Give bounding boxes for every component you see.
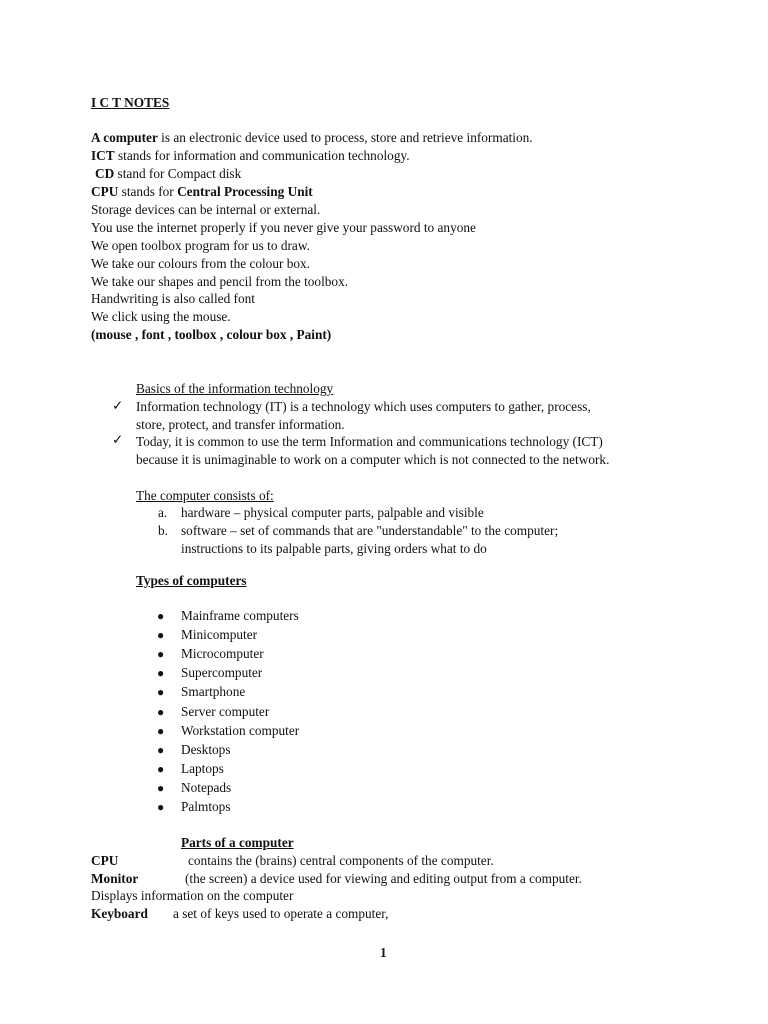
intro-shapes-line: We take our shapes and pencil from the toolbox.	[91, 274, 349, 289]
parts-cpu-term: CPU	[91, 853, 119, 868]
bullet-icon: ●	[157, 628, 165, 642]
parts-monitor-term: Monitor	[91, 871, 139, 886]
term-ict: ICT	[91, 148, 115, 163]
list-item: Microcomputer	[181, 646, 264, 661]
intro-storage-line: Storage devices can be internal or external.	[91, 202, 321, 217]
basics-item1-line1: Information technology (IT) is a technology which uses computers to gather, process,	[136, 399, 591, 414]
def-computer: is an electronic device used to process, store and retrieve information.	[157, 130, 533, 145]
term-computer: A computer	[91, 130, 158, 145]
parts-keyboard-term: Keyboard	[91, 906, 148, 921]
intro-colours-line: We take our colours from the colour box.	[91, 256, 311, 271]
intro-computer-line	[91, 129, 533, 147]
parts-monitor-def: (the screen) a device used for viewing and editing output from a computer.	[185, 871, 582, 886]
list-item: Palmtops	[181, 799, 231, 814]
list-item: Minicomputer	[181, 627, 258, 642]
page-title: I C T NOTES	[91, 95, 170, 110]
term-cpu: CPU	[91, 184, 119, 199]
term-cd: CD	[95, 166, 115, 181]
bullet-icon: ●	[157, 724, 165, 738]
def-ict: stands for information and communication technology.	[114, 148, 410, 163]
list-item: Smartphone	[181, 684, 246, 699]
cpu-mid: stands for	[118, 184, 178, 199]
intro-click-line: We click using the mouse.	[91, 309, 231, 324]
consists-heading: The computer consists of:	[136, 488, 274, 503]
bullet-icon: ●	[157, 666, 165, 680]
intro-ict-line	[91, 147, 410, 165]
consists-software-line1: software – set of commands that are "understandable" to the computer;	[181, 523, 559, 538]
parts-monitor-extra: Displays information on the computer	[91, 888, 294, 903]
bullet-icon: ●	[157, 705, 165, 719]
list-item: Server computer	[181, 704, 270, 719]
consists-software-line2: instructions to its palpable parts, giving orders what to do	[181, 541, 487, 556]
bullet-icon: ●	[157, 647, 165, 661]
intro-cd-line	[95, 165, 241, 183]
checkmark-icon: ✓	[112, 398, 124, 413]
basics-item2-line2: because it is unimaginable to work on a computer which is not connected to the network.	[136, 452, 610, 467]
list-marker-a: a.	[158, 505, 168, 520]
def-cd: stand for Compact disk	[114, 166, 242, 181]
intro-handwriting-line: Handwriting is also called font	[91, 291, 255, 306]
basics-heading: Basics of the information technology	[136, 381, 334, 396]
cpu-full: Central Processing Unit	[177, 184, 313, 199]
bullet-icon: ●	[157, 781, 165, 795]
bullet-icon: ●	[157, 800, 165, 814]
bullet-icon: ●	[157, 743, 165, 757]
list-item: Notepads	[181, 780, 232, 795]
list-item: Laptops	[181, 761, 224, 776]
basics-item2-line1: Today, it is common to use the term Information and communications technology (ICT)	[136, 434, 603, 449]
intro-internet-line: You use the internet properly if you never give your password to anyone	[91, 220, 476, 235]
intro-keywords: (mouse , font , toolbox , colour box , Paint)	[91, 327, 332, 342]
parts-heading: Parts of a computer	[181, 835, 294, 850]
list-marker-b: b.	[158, 523, 168, 538]
types-heading: Types of computers	[136, 573, 247, 588]
page-number: 1	[380, 945, 387, 960]
list-item: Mainframe computers	[181, 608, 299, 623]
consists-hardware: hardware – physical computer parts, palpable and visible	[181, 505, 484, 520]
bullet-icon: ●	[157, 762, 165, 776]
parts-cpu-def: contains the (brains) central components of the computer.	[188, 853, 494, 868]
bullet-icon: ●	[157, 609, 165, 623]
checkmark-icon: ✓	[112, 432, 124, 447]
list-item: Supercomputer	[181, 665, 263, 680]
intro-cpu-line	[91, 183, 313, 201]
parts-keyboard-def: a set of keys used to operate a computer,	[173, 906, 389, 921]
list-item: Workstation computer	[181, 723, 300, 738]
basics-item1-line2: store, protect, and transfer information.	[136, 417, 345, 432]
list-item: Desktops	[181, 742, 231, 757]
intro-toolbox-line: We open toolbox program for us to draw.	[91, 238, 310, 253]
bullet-icon: ●	[157, 685, 165, 699]
